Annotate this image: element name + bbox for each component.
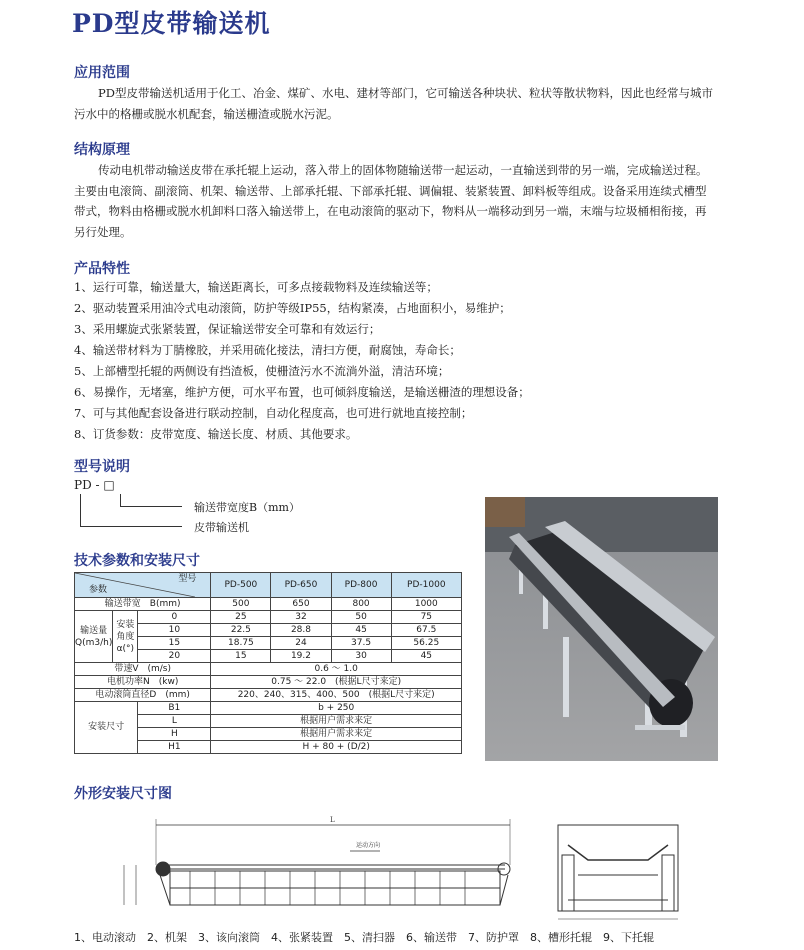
principle-text: 传动电机带动输送皮带在承托辊上运动，落入带上的固体物随输送带一起运动，一直输送到带的另一端，完成输送过程。主要由电滚筒、副滚筒、机架、输送带、上部承托辊、下部承托辊、调偏辊、装紧装置、卸料板等组成。设备采用连续式槽型带式，物料由格栅或脱水机卸料口落入输送带上，在电动滚筒的驱动下，物料从一端移动到另一端，末端与垃圾桶相衔接，再另行处理。 [74,163,708,239]
feature-item: 4、输送带材料为丁腈橡胶，并采用硫化接法，清扫方便，耐腐蚀，寿命长； [74,343,461,357]
table-corner: 型号 参数 [75,573,211,598]
spec-table: 型号 参数 PD-500 PD-650 PD-800 PD-1000 输送带宽 B(mm) 500 650 800 1000 输送量Q(m3/h) 安装角度α(°) 0 25 32 50 75 10 22.5 28.8 45 67.5 15 18.75 24 37.5 56.25 20 15 19.2 30 45 带速V (m/s) 0.6 ～ 1.0 电机功率N (kw) 0.75 ～ 22.0 (根据L尺寸来定) 电动滚筒直径D (mm) 220、240、315、400、500 (根据L尺寸来定) 安装尺寸 B1 b + 250 L 根据用户需求来定 H 根据用户需求来定 H1 H + 80 + (D/2) [74,572,462,754]
row-label-angle: 安装角度α(°) [113,611,138,663]
model-code: PD - □ [74,478,115,492]
direction-label: 运动方向 [356,842,381,849]
section-heading-features: 产品特性 [74,261,130,277]
feature-item: 7、可与其他配套设备进行联动控制，自动化程度高，也可进行就地直接控制； [74,406,473,420]
model-bracket [120,506,182,507]
model-bracket [120,494,121,506]
product-photo [485,497,718,761]
model-annotation-type: 皮带输送机 [194,521,249,534]
table-header-model: PD-1000 [391,573,461,598]
section-heading-specs: 技术参数和安装尺寸 [74,553,200,569]
application-text: PD型皮带输送机适用于化工、冶金、煤矿、水电、建材等部门，它可输送各种块状、粒状等散状物料，因此也经常与城市污水中的格栅或脱水机配套，输送栅渣或脱水污泥。 [74,86,713,121]
page-title: PD型皮带输送机 [72,9,271,38]
table-header-model: PD-650 [271,573,331,598]
section-heading-application: 应用范围 [74,65,130,81]
row-label-belt-width: 输送带宽 B(mm) [75,598,211,611]
feature-item: 8、订货参数：皮带宽度、输送长度、材质、其他要求。 [74,427,358,441]
feature-item: 6、易操作，无堵塞，维护方便，可水平布置，也可倾斜度输送，是输送栅渣的理想设备； [74,385,530,399]
row-label-drum: 电动滚筒直径D (mm) [75,689,211,702]
row-label-install: 安装尺寸 [75,702,138,754]
features-list [74,277,734,445]
feature-item: 2、驱动装置采用油冷式电动滚筒，防护等级IP55，结构紧凑，占地面积小，易维护； [74,301,511,315]
row-label-capacity: 输送量Q(m3/h) [75,611,113,663]
model-annotation-width: 输送带宽度B（mm） [194,501,300,514]
section-heading-principle: 结构原理 [74,142,130,158]
table-header-model: PD-500 [211,573,271,598]
section-heading-model: 型号说明 [74,459,130,475]
feature-item: 5、上部槽型托辊的两侧设有挡渣板，使栅渣污水不流淌外溢，清洁环境； [74,364,450,378]
row-label-power: 电机功率N (kw) [75,676,211,689]
model-bracket [80,526,182,527]
feature-item: 1、运行可靠，输送量大，输送距离长，可多点接载物料及连续输送等； [74,280,438,294]
section-heading-drawing: 外形安装尺寸图 [74,786,172,802]
installation-drawing [110,805,720,927]
drawing-caption: 1、电动滚动 2、机架 3、该向滚筒 4、张紧装置 5、清扫器 6、输送带 7、防护罩 8、槽形托辊 9、下托辊 [74,931,654,944]
dimension-L: L [330,816,335,824]
row-label-speed: 带速V (m/s) [75,663,211,676]
feature-item: 3、采用螺旋式张紧装置，保证输送带安全可靠和有效运行； [74,322,381,336]
model-bracket [80,494,81,526]
table-header-model: PD-800 [331,573,391,598]
